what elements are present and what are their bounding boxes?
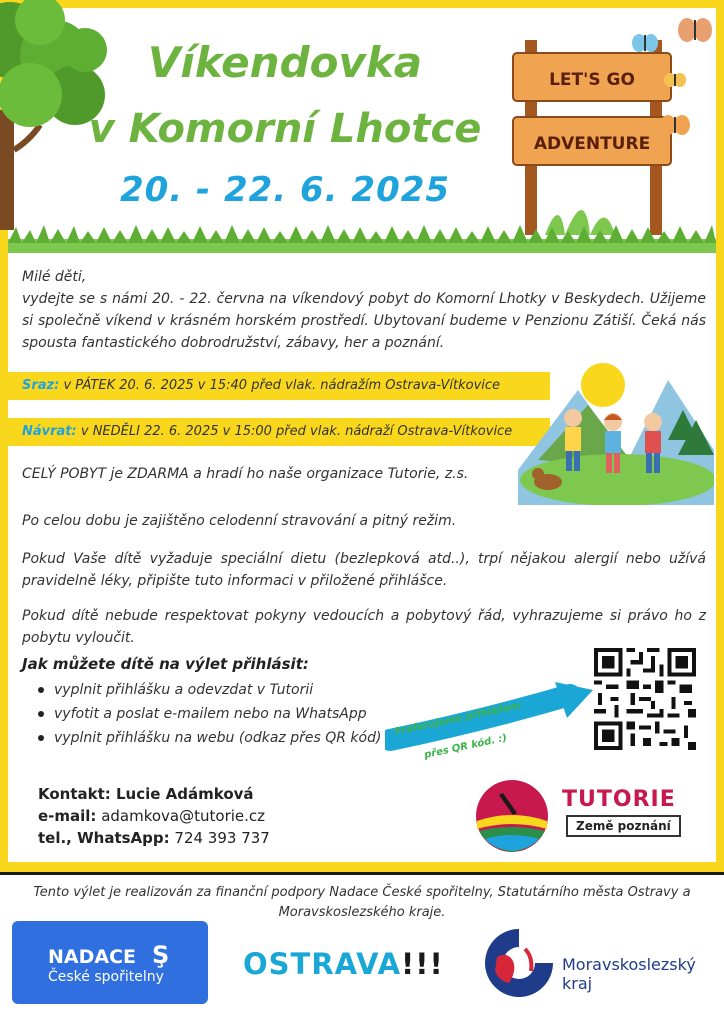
return-text: v NEDĚLI 22. 6. 2025 v 15:00 před vlak. nádraží Ostrava-Vítkovice <box>76 424 513 439</box>
departure-label: Sraz: <box>22 378 60 393</box>
signup-title: Jak můžete dítě na výlet přihlásit: <box>22 655 309 673</box>
funding-note: Tento výlet je realizován za finanční podpory Nadace České spořitelny, Statutárního města Ostravy a Moravskoslezského kraje. <box>33 885 691 920</box>
moravskoslezsky-kraj-logo-icon <box>483 927 555 999</box>
nadace-logo-line2: České spořitelny <box>48 969 164 985</box>
title-line-2: v Komorní Lhotce <box>88 106 482 152</box>
intro-paragraph: vydejte se s námi 20. - 22. června na víkendový pobyt do Komorní Lhotky v Beskydech. Užijeme si společně víkend v krásném horském prostředí. Ubytovaní budeme v Penzionu Zátiší. Čeká nás spousta fantastického dobrodružství, zábavy, her a poznání. <box>22 291 706 351</box>
grass-border <box>8 225 716 253</box>
list-item: vyplnit přihlášku a odevzdat v Tutorii <box>38 678 381 702</box>
rules-text: Pokud dítě nebude respektovat pokyny vedoucích a pobytový řád, vyhrazujeme si právo ho z pobytu vyloučit. <box>22 608 706 646</box>
nadace-symbol-icon: Ş <box>152 941 170 969</box>
departure-text: v PÁTEK 20. 6. 2025 v 15:40 před vlak. nádražím Ostrava-Vítkovice <box>59 378 501 393</box>
qr-code[interactable] <box>594 648 696 750</box>
arrow-to-qr <box>385 680 595 770</box>
tutorie-tagline: Země poznání <box>566 815 681 837</box>
arrow-note-2: přes QR kód. :) <box>423 732 508 761</box>
diet-text: Pokud Vaše dítě vyžaduje speciální dietu (bezlepková atd..), trpí nějakou alergií nebo užívá pravidelně léky, připište tuto informaci v přiložené přihlášce. <box>22 551 706 589</box>
butterflies-illustration <box>630 5 724 145</box>
msk-logo-line1: Moravskoslezský <box>562 955 696 974</box>
return-label: Návrat: <box>22 424 77 439</box>
nadace-logo-line1: NADACE <box>48 946 137 968</box>
arrow-note-1: Preferujeme přihlášení <box>393 700 522 738</box>
divider-line <box>0 872 724 875</box>
free-stay-text: CELÝ POBYT je ZDARMA a hradí ho naše organizace Tutorie, z.s. <box>22 466 469 482</box>
event-dates: 20. - 22. 6. 2025 <box>119 170 451 210</box>
kids-hiking-illustration <box>518 350 714 505</box>
msk-logo-line2: kraj <box>562 974 593 993</box>
signup-list <box>38 678 381 750</box>
intro-text <box>22 266 706 354</box>
sign-top-text: LET'S GO <box>549 70 635 90</box>
sign-bottom-text: ADVENTURE <box>533 134 651 154</box>
list-item: vyfotit a poslat e-mailem nebo na WhatsApp <box>38 702 381 726</box>
contact-email[interactable]: e-mail: adamkova@tutorie.cz <box>38 807 266 825</box>
contact-phone[interactable]: tel., WhatsApp: 724 393 737 <box>38 829 270 847</box>
list-item: vyplnit přihlášku na webu (odkaz přes QR kód) <box>38 726 381 750</box>
return-info <box>22 418 512 446</box>
title-line-1: Víkendovka <box>147 38 423 87</box>
tutorie-name: TUTORIE <box>562 787 676 812</box>
contact-block <box>38 783 270 849</box>
greeting: Milé děti, <box>22 269 87 285</box>
contact-person: Kontakt: Lucie Adámková <box>38 785 254 803</box>
meals-text: Po celou dobu je zajištěno celodenní stravování a pitný režim. <box>22 513 457 529</box>
departure-info <box>22 372 500 400</box>
tutorie-logo-icon <box>475 779 549 853</box>
ostrava-logo: OSTRAVA!!! <box>243 947 444 981</box>
